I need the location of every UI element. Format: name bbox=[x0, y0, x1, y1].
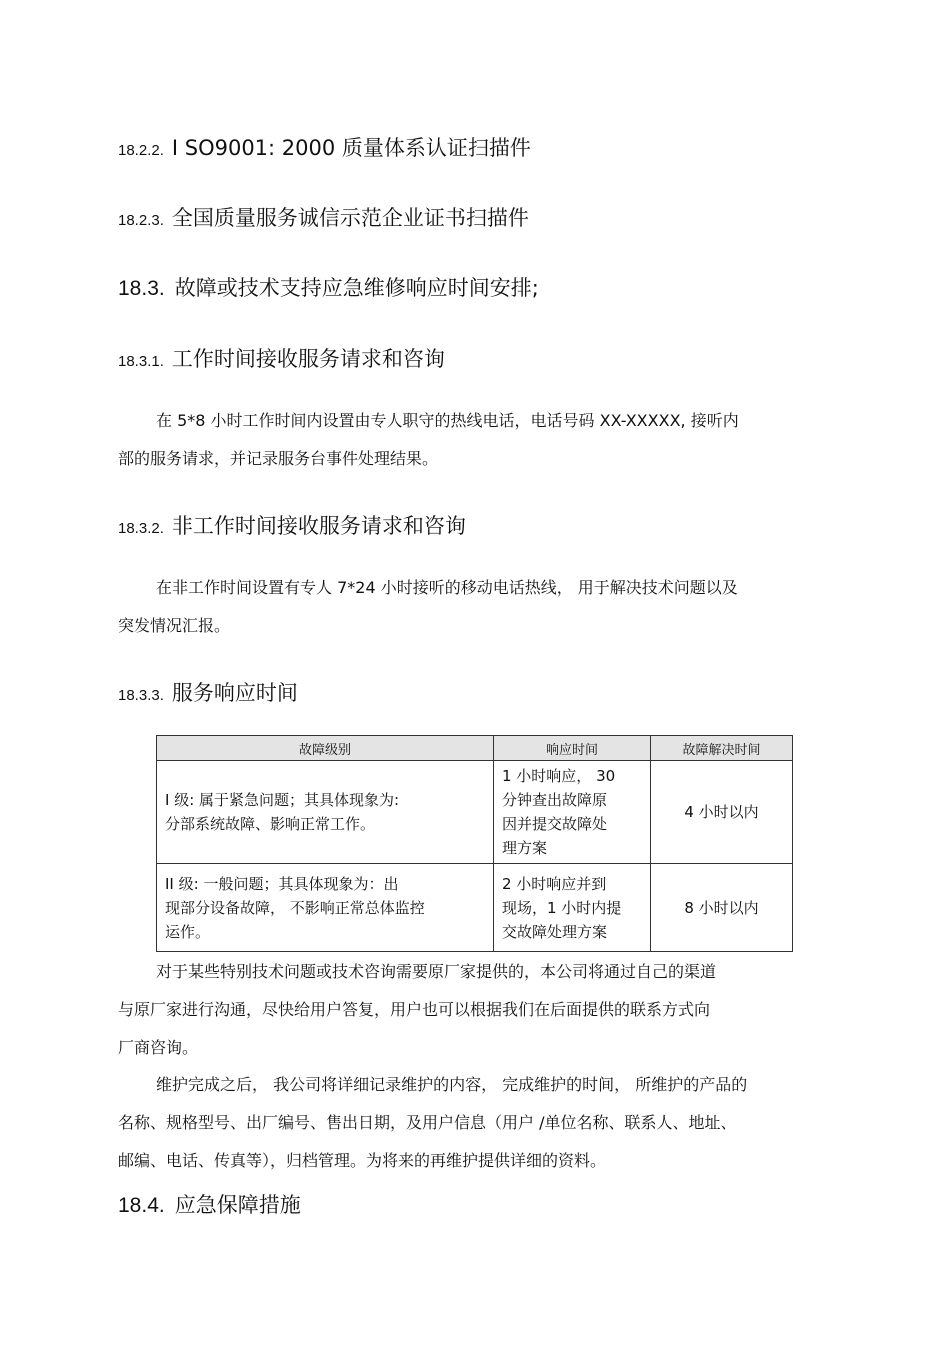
paragraph-line: 在非工作时间设置有专人 7*24 小时接听的移动电话热线， 用于解决技术问题以及 bbox=[156, 578, 738, 597]
paragraph-work-hours bbox=[118, 402, 838, 478]
response-time-table bbox=[156, 735, 793, 952]
heading-number: 18.2.3. bbox=[118, 212, 164, 229]
header-resolve-time: 故障解决时间 bbox=[651, 736, 793, 761]
header-response-time: 响应时间 bbox=[494, 736, 651, 761]
cell-line: 理方案 bbox=[502, 839, 548, 857]
cell-line: 2 小时响应并到 bbox=[502, 874, 607, 893]
heading-number: 18.3.3. bbox=[118, 687, 164, 704]
heading-18-3-1 bbox=[118, 343, 445, 373]
heading-number: 18.3.2. bbox=[118, 520, 164, 537]
cell-line: 现部分设备故障， 不影响正常总体监控 bbox=[165, 898, 425, 917]
paragraph-line: 名称、规格型号、出厂编号、售出日期，及用户信息（用户 /单位名称、联系人、地址、 bbox=[118, 1113, 737, 1132]
fault-level-cell bbox=[157, 864, 494, 952]
paragraph-line: 邮编、电话、传真等），归档管理。为将来的再维护提供详细的资料。 bbox=[118, 1151, 607, 1170]
paragraph-line: 在 5*8 小时工作时间内设置由专人职守的热线电话，电话号码 XX-XXXXX, 接听内 bbox=[156, 411, 739, 430]
heading-text: 工作时间接收服务请求和咨询 bbox=[171, 347, 445, 371]
fault-level-cell bbox=[157, 761, 494, 864]
heading-text: 服务响应时间 bbox=[171, 681, 298, 705]
heading-number: 18.4. bbox=[118, 1194, 165, 1217]
heading-18-4 bbox=[118, 1189, 301, 1219]
cell-line: 因并提交故障处 bbox=[502, 815, 608, 833]
heading-18-2-3 bbox=[118, 202, 529, 232]
header-fault-level: 故障级别 bbox=[157, 736, 494, 761]
heading-number: 18.3. bbox=[118, 277, 165, 300]
heading-number: 18.2.2. bbox=[118, 142, 164, 159]
heading-18-3-2 bbox=[118, 510, 466, 540]
paragraph-vendor-support bbox=[118, 953, 838, 1067]
cell-line: 现场，1 小时内提 bbox=[502, 898, 622, 917]
cell-line: I 级: 属于紧急问题；其具体现象为: bbox=[165, 791, 400, 809]
resolve-time-cell: 4 小时以内 bbox=[651, 761, 793, 864]
cell-line: 交故障处理方案 bbox=[502, 922, 608, 941]
paragraph-maintenance-records bbox=[118, 1066, 838, 1180]
paragraph-line: 部的服务请求，并记录服务台事件处理结果。 bbox=[118, 449, 439, 468]
table-row bbox=[157, 761, 793, 864]
paragraph-line: 对于某些特别技术问题或技术咨询需要原厂家提供的，本公司将通过自己的渠道 bbox=[156, 962, 717, 981]
table-row bbox=[157, 864, 793, 952]
cell-line: 运作。 bbox=[165, 922, 211, 941]
heading-number: 18.3.1. bbox=[118, 353, 164, 370]
paragraph-line: 突发情况汇报。 bbox=[118, 616, 231, 635]
response-time-cell bbox=[494, 864, 651, 952]
paragraph-line: 与原厂家进行沟通，尽快给用户答复，用户也可以根据我们在后面提供的联系方式向 bbox=[118, 1000, 711, 1019]
table-header-row bbox=[157, 736, 793, 761]
heading-text: 故障或技术支持应急维修响应时间安排; bbox=[174, 276, 539, 300]
heading-text: 全国质量服务诚信示范企业证书扫描件 bbox=[171, 206, 529, 230]
heading-text: 应急保障措施 bbox=[174, 1193, 301, 1217]
resolve-time-cell: 8 小时以内 bbox=[651, 864, 793, 952]
paragraph-line: 维护完成之后， 我公司将详细记录维护的内容， 完成维护的时间， 所维护的产品的 bbox=[156, 1075, 748, 1094]
heading-18-3-3 bbox=[118, 677, 298, 707]
response-time-cell bbox=[494, 761, 651, 864]
heading-18-3 bbox=[118, 272, 539, 302]
cell-line: II 级: 一般问题；其具体现象为：出 bbox=[165, 874, 399, 893]
paragraph-off-hours bbox=[118, 569, 838, 645]
cell-line: 分部系统故障、影响正常工作。 bbox=[165, 815, 376, 833]
cell-line: 分钟查出故障原 bbox=[502, 791, 608, 809]
heading-text: I SO9001: 2000 质量体系认证扫描件 bbox=[171, 136, 531, 160]
paragraph-line: 厂商咨询。 bbox=[118, 1038, 199, 1057]
heading-text: 非工作时间接收服务请求和咨询 bbox=[171, 514, 466, 538]
cell-line: 1 小时响应， 30 bbox=[502, 767, 616, 785]
heading-18-2-2 bbox=[118, 132, 531, 162]
